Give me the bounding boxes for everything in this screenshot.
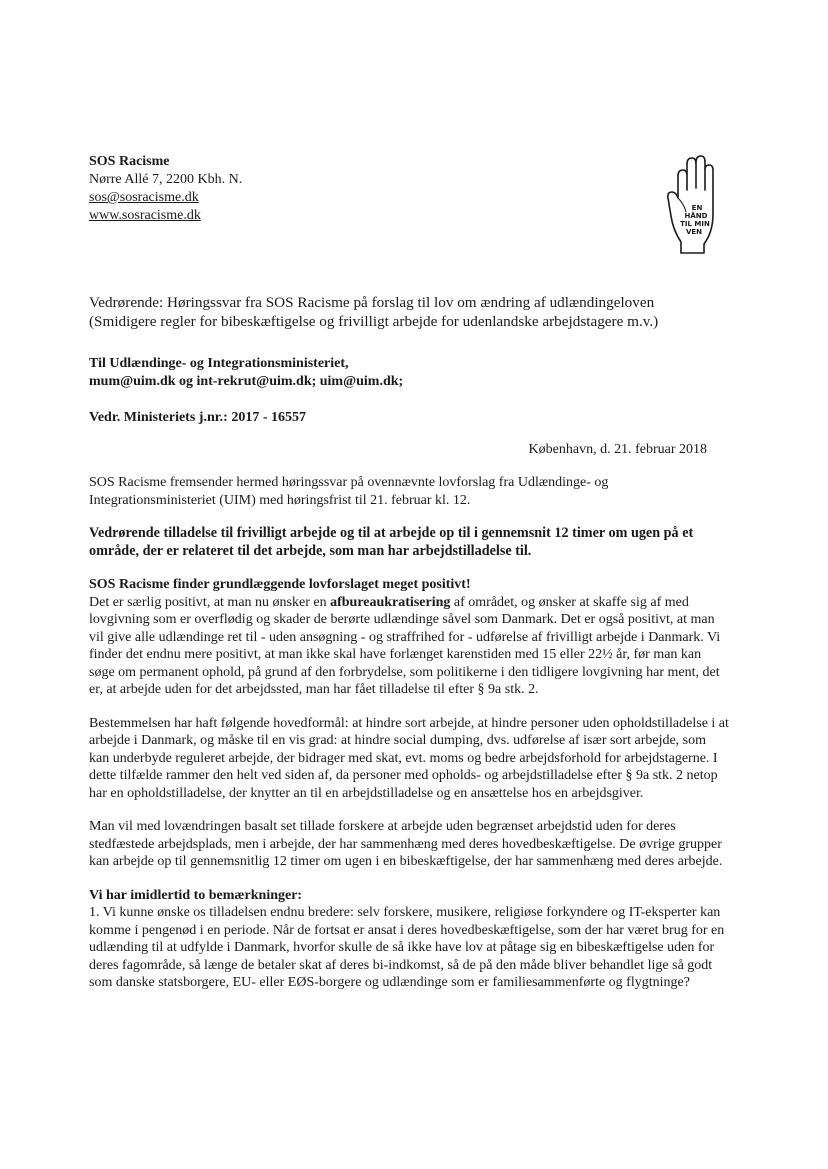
sender-name: SOS Racisme [89,154,170,169]
subject-line-2: (Smidigere regler for bibeskæftigelse og frivilligt arbejde for udenlandske arbejdstagere m.v.) [89,313,659,330]
logo-text-en: EN [691,204,703,212]
logo-text-ven: VEN [685,228,703,236]
paragraph-2: Bestemmelsen har haft følgende hovedformål: at hindre sort arbejde, at hindre personer uden opholdstilladelse i at arbejde i Danmark, og måske til en vis grad: at hindre social dumping, dvs. udførelse af især sort arbejde, som kan underbyde reguleret arbejde, der bidrager med skat, evt. moms og bedre arbejdsforhold for arbejdstagerne. I dette tilfælde rammer den helt ved siden af, da personer med opholds- og arbejdstilladelse efter § 9a stk. 2 netop har en opholdstilladelse, der knytter an til en arbejdstilladelse og en ansættelse hos en arbejdsgiver. [89,715,729,801]
paragraph-1-rest: af området, og ønsker at skaffe sig af med lovgivning som er overflødig og skader de berørte udlændinge såvel som Danmark. Det er også positivt, at man vil give alle udlændinge ret til - uden ansøgning - og straffrihed for - udførelse af frivilligt arbejde i Danmark. Vi finder det endnu mere positivt, at man ikke skal have forlænget karenstiden med 15 eller 22½ år, før man kan søge om permanent ophold, på grund af den forbrydelse, som politikerne i den tidligere lovgivning har ment, det er, at arbejde uden for det arbejdssted, man har fået tilladelse til efter § 9a stk. 2. [89,594,721,697]
sender-address: Nørre Allé 7, 2200 Kbh. N. [89,172,243,187]
sender-email-link[interactable]: sos@sosracisme.dk [89,190,199,205]
hand-logo-icon [664,154,724,254]
logo-text-til-min: TIL MIN [680,220,710,228]
positive-heading: SOS Racisme finder grundlæggende lovforslaget meget positivt! [89,577,471,592]
paragraph-1-start: Det er særlig positivt, at man nu ønsker en [89,594,331,610]
sender-website-link[interactable]: www.sosracisme.dk [89,208,201,223]
subject-line-1: Vedrørende: Høringssvar fra SOS Racisme på forslag til lov om ændring af udlændingeloven [89,294,655,311]
sender-block [89,153,242,225]
intro-paragraph: SOS Racisme fremsender hermed høringssvar på ovennævnte lovforslag fra Udlændinge- og Integrationsministeriet (UIM) med høringsfrist til 21. februar kl. 12. [89,475,609,508]
remarks-heading: Vi har imidlertid to bemærkninger: [89,887,303,903]
section-heading: Vedrørende tilladelse til frivilligt arbejde og til at arbejde op til i gennemsnit 12 timer om ugen på et område, der er relateret til det arbejde, som man har arbejdstilladelse til. [89,525,694,559]
subject-block [89,293,739,331]
recipient-block [89,355,403,391]
paragraph-1-emphasis: afbureaukratisering [330,594,451,610]
logo-text-haand: HÅND [684,212,708,220]
paragraph-1 [89,594,729,699]
remark-1: 1. Vi kunne ønske os tilladelsen endnu bredere: selv forskere, musikere, religiøse forkyndere og IT-eksperter kan komme i pengenød i en periode. Når de fortsat er ansat i deres hovedbeskæftigelse, som der har været brug for en udlænding til at udfylde i Danmark, hvorfor skulle de så ikke have lov at påtage sig en bibeskæftigelse uden for deres fagområde, så længe de betaler skat af deres bi-indkomst, så de på den måde bliver behandlet lige så godt som danske statsborgere, EU- eller EØS-borgere og udlændinge som er familiesammenførte og flygtninge? [89,905,725,990]
hand-outline [668,156,713,253]
paragraph-3: Man vil med lovændringen basalt set tillade forskere at arbejde uden begrænset arbejdstid uden for deres stedfæstede arbejdsplads, men i arbejde, der har sammenhæng med deres hovedbeskæftigelse. De øvrige grupper kan arbejde op til gennemsnitlig 12 timer om ugen i en bibeskæftigelse, der har sammenhæng med deres arbejde. [89,819,723,869]
dateline: København, d. 21. februar 2018 [528,442,707,457]
recipient-ministry: Til Udlændinge- og Integrationsministeriet, [89,356,349,371]
journal-number: Vedr. Ministeriets j.nr.: 2017 - 16557 [89,410,306,425]
hand-fold-line [678,198,686,212]
recipient-emails: mum@uim.dk og int-rekrut@uim.dk; uim@uim.dk; [89,374,404,389]
letter-body [89,474,729,992]
